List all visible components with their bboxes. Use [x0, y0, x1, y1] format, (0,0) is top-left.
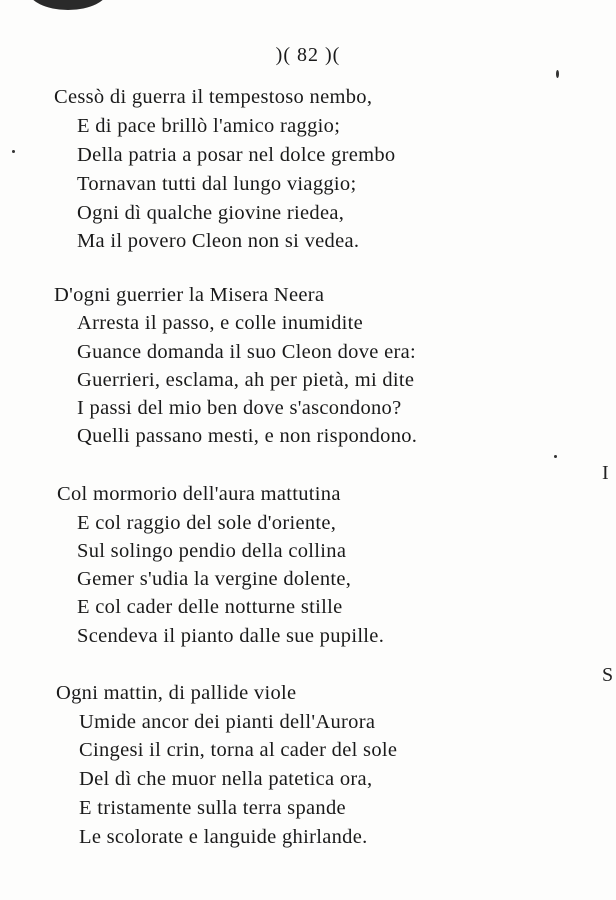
verse-line: Del dì che muor nella patetica ora, [79, 768, 373, 790]
verse-line: Della patria a posar nel dolce grembo [77, 144, 396, 166]
page-number: )( 82 )( [275, 44, 341, 66]
verse-line: I passi del mio ben dove s'ascondono? [77, 397, 402, 419]
verse-line: Guance domanda il suo Cleon dove era: [77, 341, 416, 363]
verse-line: E di pace brillò l'amico raggio; [77, 115, 341, 137]
verse-line: Guerrieri, esclama, ah per pietà, mi dite [77, 369, 415, 391]
verse-line: Ogni mattin, di pallide viole [56, 682, 297, 704]
verse-line: Arresta il passo, e colle inumidite [77, 312, 364, 334]
verse-line: E tristamente sulla terra spande [79, 797, 346, 819]
verse-line: Col mormorio dell'aura mattutina [57, 483, 341, 505]
verse-line: E col raggio del sole d'oriente, [77, 512, 337, 534]
verse-line: Gemer s'udia la vergine dolente, [77, 568, 352, 590]
verse-line: Ma il povero Cleon non si vedea. [77, 230, 360, 252]
verse-line: Sul solingo pendio della collina [77, 540, 347, 562]
ink-speck [554, 455, 557, 458]
verse-line: Cingesi il crin, torna al cader del sole [79, 739, 398, 761]
edge-mark-s: S [602, 664, 614, 686]
edge-mark-i: I [602, 462, 609, 484]
verse-line: Umide ancor dei pianti dell'Aurora [79, 711, 376, 733]
verse-line: Quelli passano mesti, e non rispondono. [77, 425, 418, 447]
ink-speck [556, 70, 559, 78]
verse-line: D'ogni guerrier la Misera Neera [54, 284, 325, 306]
verse-line: Scendeva il pianto dalle sue pupille. [77, 625, 385, 647]
verse-line: E col cader delle notturne stille [77, 596, 343, 618]
verse-line: Cessò di guerra il tempestoso nembo, [54, 86, 373, 108]
verse-line: Ogni dì qualche giovine riedea, [77, 202, 345, 224]
ink-speck [12, 150, 15, 153]
verse-line: Le scolorate e languide ghirlande. [79, 826, 368, 848]
scan-shadow [28, 0, 108, 10]
verse-line: Tornavan tutti dal lungo viaggio; [77, 173, 357, 195]
